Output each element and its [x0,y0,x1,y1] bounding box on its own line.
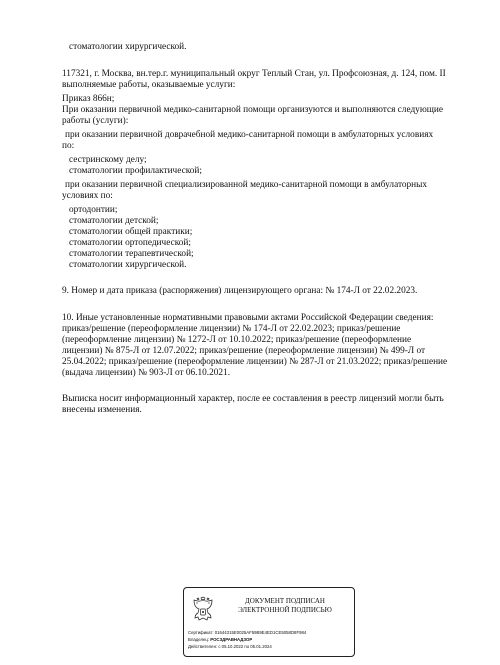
section-10-line: 25.04.2022; приказ/решение (переоформление лицензии) № 287-Л от 21.03.2022; приказ/решение [62,357,448,367]
section-10-line: приказ/решение (переоформление лицензии) № 174-Л от 22.02.2023; приказ/решение [62,324,401,334]
certificate-info [188,630,306,635]
owner-info [188,637,252,642]
list-item: ортодонтии; [69,205,118,215]
section-10-line: 10. Иные установленные нормативными правовыми актами Российской Федерации сведения: [62,313,434,323]
list-item: стоматологии ортопедической; [69,238,191,248]
owner-label: Владелец: [188,637,210,642]
electronic-signature-stamp [183,587,355,657]
certificate-label: Сертификат: [188,630,214,635]
stamp-title-line-1: ДОКУМЕНТ ПОДПИСАН [245,597,325,605]
validity-value: с 05.10.2022 по 05.01.2024 [218,644,272,649]
list-item: сестринскому делу; [69,155,147,165]
address-line: 117321, г. Москва, вн.тер.г. муниципальный округ Теплый Стан, ул. Профсоюзная, д. 124, пом. II [62,69,446,79]
stamp-title-line-2: ЭЛЕКТРОННОЙ ПОДПИСЬЮ [238,605,332,614]
owner-value: РОСЗДРАВНАДЗОР [210,637,253,642]
subsection-2-line-2: условиях по: [62,191,113,201]
continuation-line: стоматологии хирургической. [69,42,187,52]
subsection-2-line-1: при оказании первичной специализированной медико-санитарной помощи в амбулаторных [65,180,428,190]
validity-label: Действителен: [188,644,218,649]
section-10-line: (переоформление лицензии) № 1272-Л от 10.10.2022; приказ/решение (переоформление [62,335,412,345]
order-line: Приказ 866н; [62,94,115,104]
subsection-1-line-2: по: [62,141,75,151]
list-item: стоматологии профилактической; [69,166,202,176]
intro-line-2: работы (услуги): [62,116,129,126]
note-line: внесены изменения. [62,405,142,415]
intro-line-1: При оказании первичной медико-санитарной помощи организуются и выполняются следующие [62,105,444,115]
note-line: Выписка носит информационный характер, после ее составления в реестр лицензий могли быть [62,394,444,404]
validity-info [188,644,272,649]
list-item: стоматологии детской; [69,216,159,226]
section-9: 9. Номер и дата приказа (распоряжения) лицензирующего органа: № 174-Л от 22.02.2023. [62,286,418,296]
certificate-value: 01644315E0025AF59B9E4ED1CE5058D8F984 [214,630,307,635]
services-heading: выполняемые работы, оказываемые услуги: [62,80,236,90]
section-10-line: (выдача лицензии) № 903-Л от 06.10.2021. [62,368,231,378]
stamp-title [220,597,350,614]
subsection-1-line-1: при оказании первичной доврачебной медико-санитарной помощи в амбулаторных условиях [65,130,434,140]
section-10-line: лицензии) № 875-Л от 12.07.2022; приказ/решение (переоформление лицензии) № 499-Л от [62,346,426,356]
list-item: стоматологии хирургической. [69,260,187,270]
list-item: стоматологии терапевтической; [69,249,194,259]
list-item: стоматологии общей практики; [69,227,193,237]
coat-of-arms-emblem-icon [189,596,217,626]
